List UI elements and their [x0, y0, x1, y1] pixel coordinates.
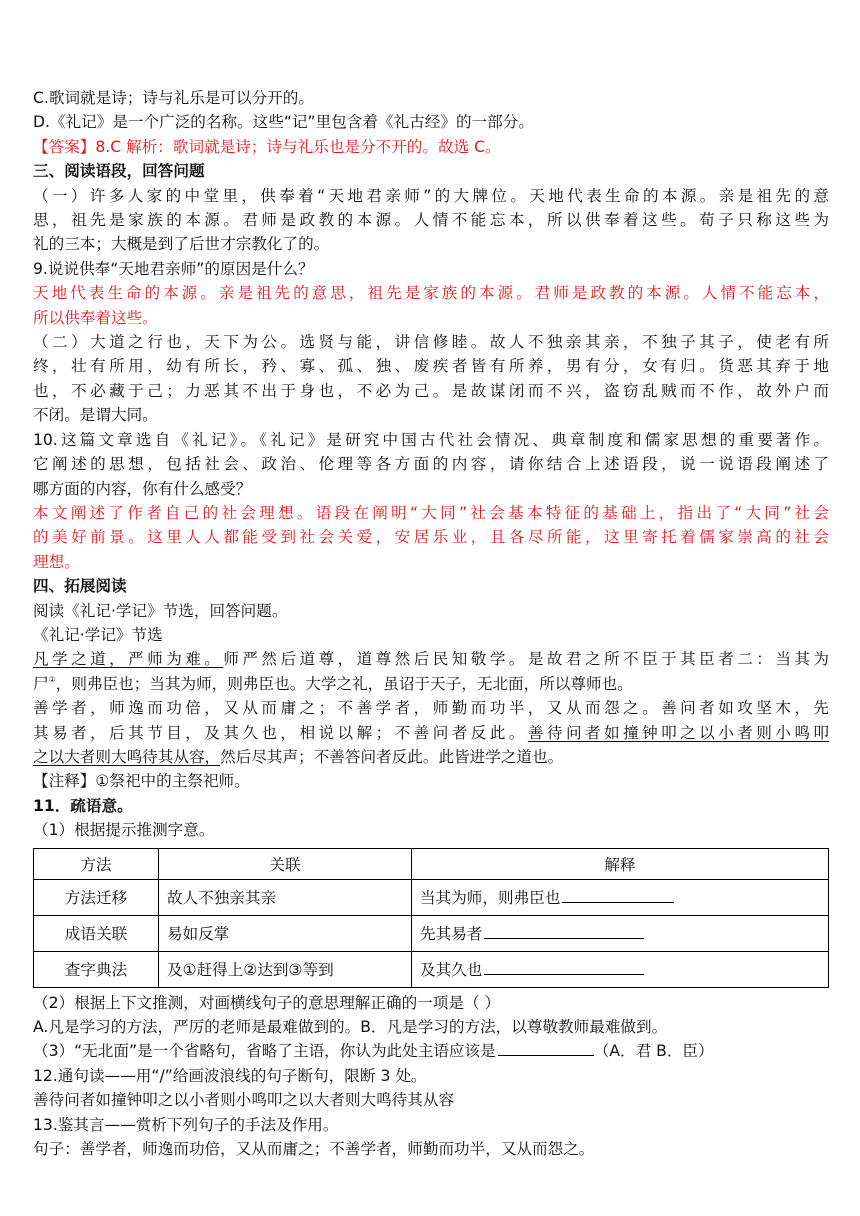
text-span: （A．君 B．臣） [593, 1042, 714, 1061]
q10-answer-line: 理想。 [33, 552, 80, 571]
q12-title: 12.通句读——用“/”给画波浪线的句子断句，限断 3 处。 [33, 1066, 427, 1085]
q11-3 [33, 1039, 829, 1063]
q11-1: （1）根据提示推测字意。 [33, 821, 215, 840]
table-cell [412, 951, 829, 987]
table-row [34, 951, 829, 987]
footnote: 【注释】①祭祀中的主祭祀师。 [33, 772, 250, 791]
q11-title: 11．疏语意。 [33, 796, 133, 815]
section3-heading: 三、阅读语段，回答问题 [33, 162, 205, 181]
document-page [33, 86, 829, 1161]
q13-sentence: 句子：善学者，师逸而功倍，又从而庸之；不善学者，师勤而功半，又从而怨之。 [33, 1140, 595, 1159]
table-cell: 成语关联 [34, 915, 159, 951]
q9-question: 9.说说供奉“天地君亲师”的原因是什么？ [33, 259, 314, 278]
table-row [34, 915, 829, 951]
wavy-sentence: 之以大者则大鸣待其从容， [33, 747, 221, 766]
inference-table [33, 848, 829, 988]
table-cell: 易如反掌 [159, 915, 412, 951]
table-header-row [34, 848, 829, 879]
q12-sentence: 善待问者如撞钟叩之以小者则小鸣叩之以大者则大鸣待其从容 [33, 1091, 455, 1110]
xueji-p1-line1 [33, 647, 829, 671]
table-header-cell: 解释 [412, 848, 829, 879]
q10-question-line: 哪方面的内容，你有什么感受？ [33, 479, 252, 498]
source-title: 《礼记·学记》节选 [33, 625, 163, 644]
text-span: （3）“无北面”是一个省略句，省略了主语，你认为此处主语应该是 [33, 1042, 496, 1061]
cell-text: 当其为师，则弗臣也 [420, 889, 561, 908]
q8-option-c: C.歌词就是诗；诗与礼乐是可以分开的。 [33, 89, 314, 107]
xueji-p1-line2 [33, 672, 829, 696]
q9-answer-line: 所以供奉着这些。 [33, 308, 158, 327]
table-cell: 及①赶得上②达到③等到 [159, 951, 412, 987]
table-cell: 查字典法 [34, 951, 159, 987]
table-cell [412, 879, 829, 915]
q10-answer-line: 本文阐述了作者自己的社会理想。语段在阐明“大同”社会基本特征的基础上，指出了“大同”社会 [33, 503, 829, 522]
passage1-line: （一）许多人家的中堂里，供奉着“天地君亲师”的大牌位。天地代表生命的本源。亲是祖先的意 [33, 186, 829, 205]
passage1-line: 思，祖先是家族的本源。君师是政教的本源。人情不能忘本，所以供奉着这些。荀子只称这些为 [33, 211, 829, 230]
footnote-mark: ① [48, 674, 56, 684]
q13-title: 13.鉴其言——赏析下列句子的手法及作用。 [33, 1115, 339, 1134]
xueji-p2-line3 [33, 745, 829, 769]
answer-blank[interactable] [562, 887, 674, 903]
q11-2: （2）根据上下文推测，对画横线句子的意思理解正确的一项是（ ） [33, 993, 501, 1012]
answer-blank[interactable] [484, 959, 644, 975]
table-row [34, 879, 829, 915]
q10-question-line: 它阐述的思想，包括社会、政治、伦理等各方面的内容，请你结合上述语段，说一说语段阐述了 [33, 455, 829, 474]
q11-2-options: A.凡是学习的方法，严厉的老师是最难做到的。B．凡是学习的方法，以尊敬教师最难做到。 [33, 1018, 668, 1036]
passage2-line: （二）大道之行也，天下为公。选贤与能，讲信修睦。故人不独亲其亲，不独子其子，使老有所 [33, 333, 829, 352]
answer-blank[interactable] [498, 1040, 594, 1056]
wavy-sentence: 善待问者如撞钟叩之以小者则小鸣叩 [527, 723, 829, 742]
cell-text: 及其久也 [420, 961, 483, 980]
q10-question-line: 10.这篇文章选自《礼记》。《礼记》是研究中国古代社会情况、典章制度和儒家思想的重要著作。 [33, 430, 829, 449]
table-header-cell: 方法 [34, 848, 159, 879]
section4-heading: 四、拓展阅读 [33, 577, 127, 596]
table-header-cell: 关联 [159, 848, 412, 879]
answer-blank[interactable] [484, 923, 644, 939]
text-span: 尸 [33, 674, 49, 693]
q9-answer-line: 天地代表生命的本源。亲是祖先的意思，祖先是家族的本源。君师是政教的本源。人情不能忘本， [33, 284, 829, 303]
underlined-sentence: 凡学之道，严师为难。 [33, 650, 224, 669]
xueji-p2-line2 [33, 721, 829, 745]
section4-intro: 阅读《礼记·学记》节选，回答问题。 [33, 601, 288, 620]
text-span: 其易者，后其节目，及其久也，相说以解；不善问者反此。 [33, 723, 528, 742]
passage2-line: 也，不必藏于己；力恶其不出于身也，不必为己。是故谋闭而不兴，盗窃乱贼而不作，故外户而 [33, 381, 829, 400]
passage1-line: 礼的三本；大概是到了后世才宗教化了的。 [33, 235, 330, 254]
passage2-line: 不闭。是谓大同。 [33, 406, 158, 425]
text-span: 师严然后道尊，道尊然后民知敬学。是故君之所不臣于其臣者二：当其为 [223, 650, 829, 669]
q8-option-d: D.《礼记》是一个广泛的名称。这些“记”里包含着《礼古经》的一部分。 [33, 113, 534, 132]
text-span: ，则弗臣也；当其为师，则弗臣也。大学之礼，虽诏于天子，无北面，所以尊师也。 [55, 674, 633, 693]
text-span: 然后尽其声；不善答问者反此。此皆进学之道也。 [220, 747, 564, 766]
xueji-p2-line1: 善学者，师逸而功倍，又从而庸之；不善学者，师勤而功半，又从而怨之。善问者如攻坚木，先 [33, 699, 829, 718]
table-cell: 方法迁移 [34, 879, 159, 915]
q8-answer: 【答案】8.C 解析：歌词就是诗；诗与礼乐也是分不开的。故选 C。 [33, 137, 501, 156]
table-cell: 故人不独亲其亲 [159, 879, 412, 915]
q10-answer-line: 的美好前景。这里人人都能受到社会关爱，安居乐业，且各尽所能，这里寄托着儒家崇高的社会 [33, 528, 829, 547]
passage2-line: 终，壮有所用，幼有所长，矜、寡、孤、独、废疾者皆有所养，男有分，女有归。货恶其弃于地 [33, 357, 829, 376]
cell-text: 先其易者 [420, 925, 483, 944]
table-cell [412, 915, 829, 951]
